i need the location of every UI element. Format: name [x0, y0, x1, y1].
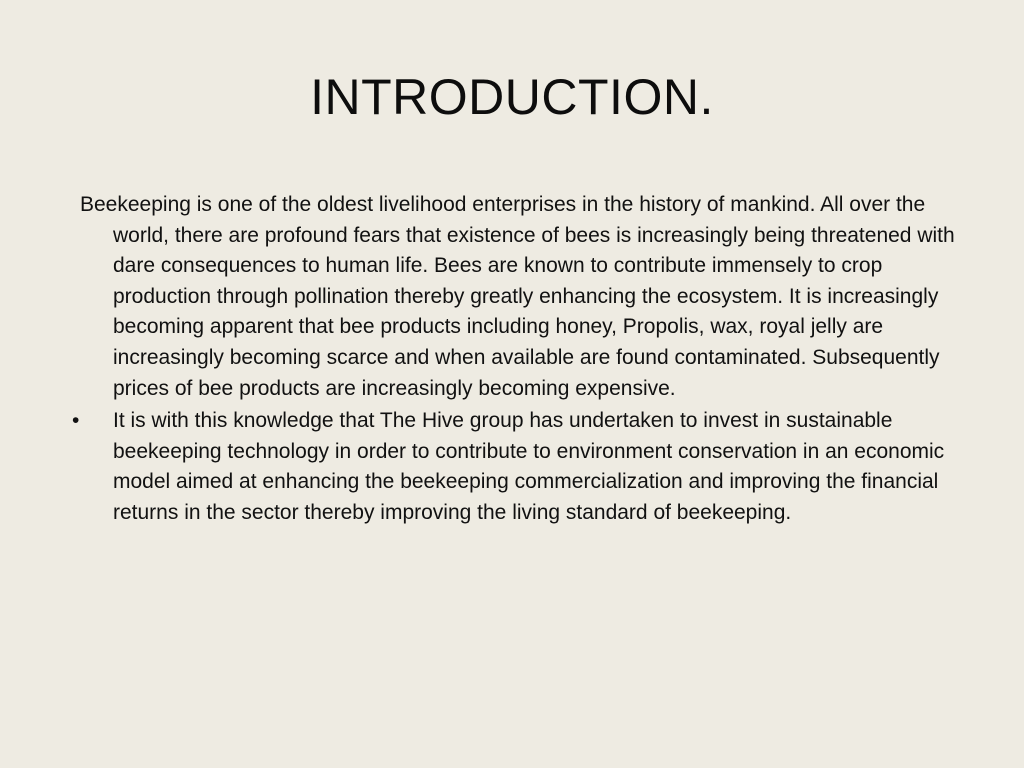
- intro-paragraph: Beekeeping is one of the oldest livelihood enterprises in the history of mankind. All over the world, there are profound fears that existence of bees is increasingly being threatened with dare consequences to human life. Bees are known to contribute immensely to crop production through pollination thereby greatly enhancing the ecosystem. It is increasingly becoming apparent that bee products including honey, Propolis, wax, royal jelly are increasingly becoming scarce and when available are found contaminated. Subsequently prices of bee products are increasingly becoming expensive.: [80, 193, 955, 400]
- slide-title: INTRODUCTION.: [310, 69, 714, 125]
- slide-body: [0, 190, 1024, 529]
- bullet-icon: •: [72, 409, 80, 433]
- bullet-paragraph-text: It is with this knowledge that The Hive group has undertaken to invest in sustainable beekeeping technology in order to contribute to environment conservation in an economic model aimed at enhancing the beekeeping commercialization and improving the financial returns in the sector thereby improving the living standard of beekeeping.: [113, 409, 945, 524]
- bullet-paragraph: [0, 406, 1024, 528]
